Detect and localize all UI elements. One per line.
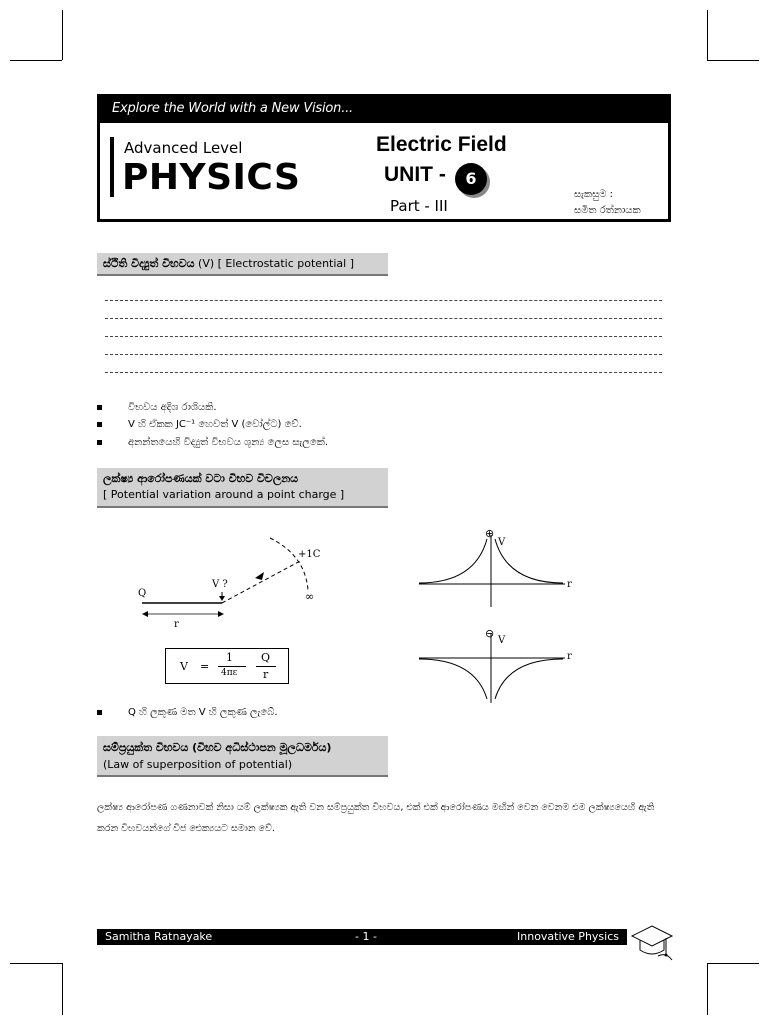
axis-label-v: V	[498, 537, 506, 548]
negative-potential-graph	[415, 625, 585, 705]
superposition-paragraph: ලක්ෂ්‍ය ආරෝපණ ගණනාවක් නිසා යම් ලක්ෂ්‍යක ඇති වන සම්ප්‍රයුක්ත විභවය, එක් එක් ආරෝපණය මඟින් වෙන වෙනම එම ලක්ෂ්‍යයෙහි ඇති කරන විභවයන්ගේ වීජ ඓක්‍යයට සමාන වේ.	[97, 802, 655, 834]
label-q: Q	[138, 588, 147, 599]
crop-mark	[707, 10, 708, 60]
crop-mark	[707, 963, 708, 1015]
section-title-si: ලක්ෂ්‍ය ආරෝපණයක් වටා විභව විචලනය	[103, 472, 299, 485]
bullet-item: V හි ඒකක JC⁻¹ හෙවත් V (වෝල්ට) වේ.	[97, 419, 302, 430]
unit-number-badge: 6	[455, 163, 487, 195]
section-symbol: (V)	[198, 257, 215, 270]
minus-charge-icon: ⊖	[485, 627, 495, 640]
formula-equals: =	[200, 660, 210, 673]
formula-den2: r	[263, 668, 269, 681]
bullet-item: අනන්තයෙහි විද්‍යුත් විභවය ශුන්‍ය ලෙස සැලකේ.	[97, 437, 328, 448]
crop-mark	[10, 963, 62, 964]
bullet-item: Q හි ලකුණ මත V හි ලකුණ ලැබේ.	[97, 707, 278, 718]
label-r: r	[174, 619, 179, 630]
bullet-icon	[97, 405, 102, 410]
section-heading-superposition	[97, 736, 388, 777]
blank-line	[105, 336, 662, 337]
section-heading-electrostatic-potential	[97, 253, 388, 276]
topic-title: Electric Field	[376, 133, 507, 156]
crop-mark	[62, 963, 63, 1015]
fraction-bar	[256, 666, 276, 667]
formula-num1: 1	[226, 651, 233, 664]
crop-mark	[707, 963, 759, 964]
footer-author: Samitha Ratnayake	[105, 930, 213, 943]
axis-label-r: r	[567, 579, 572, 590]
crop-mark	[707, 60, 759, 61]
formula-v: V	[180, 660, 188, 673]
section-title-en: [ Electrostatic potential ]	[217, 257, 354, 270]
compiled-by	[574, 187, 641, 219]
section-title-si: ස්ථිති විද්‍යුත් විභවය	[103, 257, 195, 270]
blank-line	[105, 318, 662, 319]
formula-box	[165, 648, 289, 684]
unit-label: UNIT -	[384, 163, 446, 186]
blank-line	[105, 300, 662, 301]
title-header	[97, 94, 671, 222]
section-title-en: (Law of superposition of potential)	[103, 758, 293, 771]
bullet-item: විභවය අදිශ රාශියකි.	[97, 402, 217, 413]
bullet-icon	[97, 440, 102, 445]
author-name-si: සමිත රත්නායක	[574, 205, 641, 216]
blank-line	[105, 354, 662, 355]
label-v-query: V ?	[212, 579, 228, 590]
bullet-icon	[97, 710, 102, 715]
axis-label-v: V	[498, 635, 506, 646]
page-number: - 1 -	[355, 930, 377, 943]
part-label: Part - III	[390, 197, 448, 215]
positive-potential-graph	[415, 525, 585, 610]
fraction-bar	[218, 666, 246, 667]
bullet-icon	[97, 422, 102, 427]
subject-title: PHYSICS	[122, 157, 301, 198]
crop-mark	[62, 10, 63, 60]
axis-label-r: r	[567, 651, 572, 662]
graduation-cap-icon	[628, 922, 674, 966]
label-infinity: ∞	[305, 590, 315, 603]
title-accent-bar	[110, 137, 114, 197]
label-plus1c: +1C	[298, 549, 321, 560]
compiled-label: සැකසුම :	[574, 189, 614, 200]
formula-num2: Q	[261, 651, 271, 664]
section-title-en: [ Potential variation around a point charge ]	[103, 488, 345, 501]
point-charge-diagram	[130, 530, 330, 635]
footer-brand: Innovative Physics	[517, 930, 619, 943]
blank-line	[105, 372, 662, 373]
tagline: Explore the World with a New Vision...	[112, 101, 353, 116]
level-label: Advanced Level	[124, 139, 243, 157]
plus-charge-icon: ⊕	[485, 527, 495, 540]
page-footer	[97, 929, 627, 945]
section-title-si: සම්ප්‍රයුක්ත විභවය (විභව අධිස්ථාපන මූලධර්මය)	[103, 741, 332, 754]
section-heading-potential-variation	[97, 468, 388, 508]
formula-den1: 4πε	[221, 668, 238, 678]
crop-mark	[10, 60, 62, 61]
